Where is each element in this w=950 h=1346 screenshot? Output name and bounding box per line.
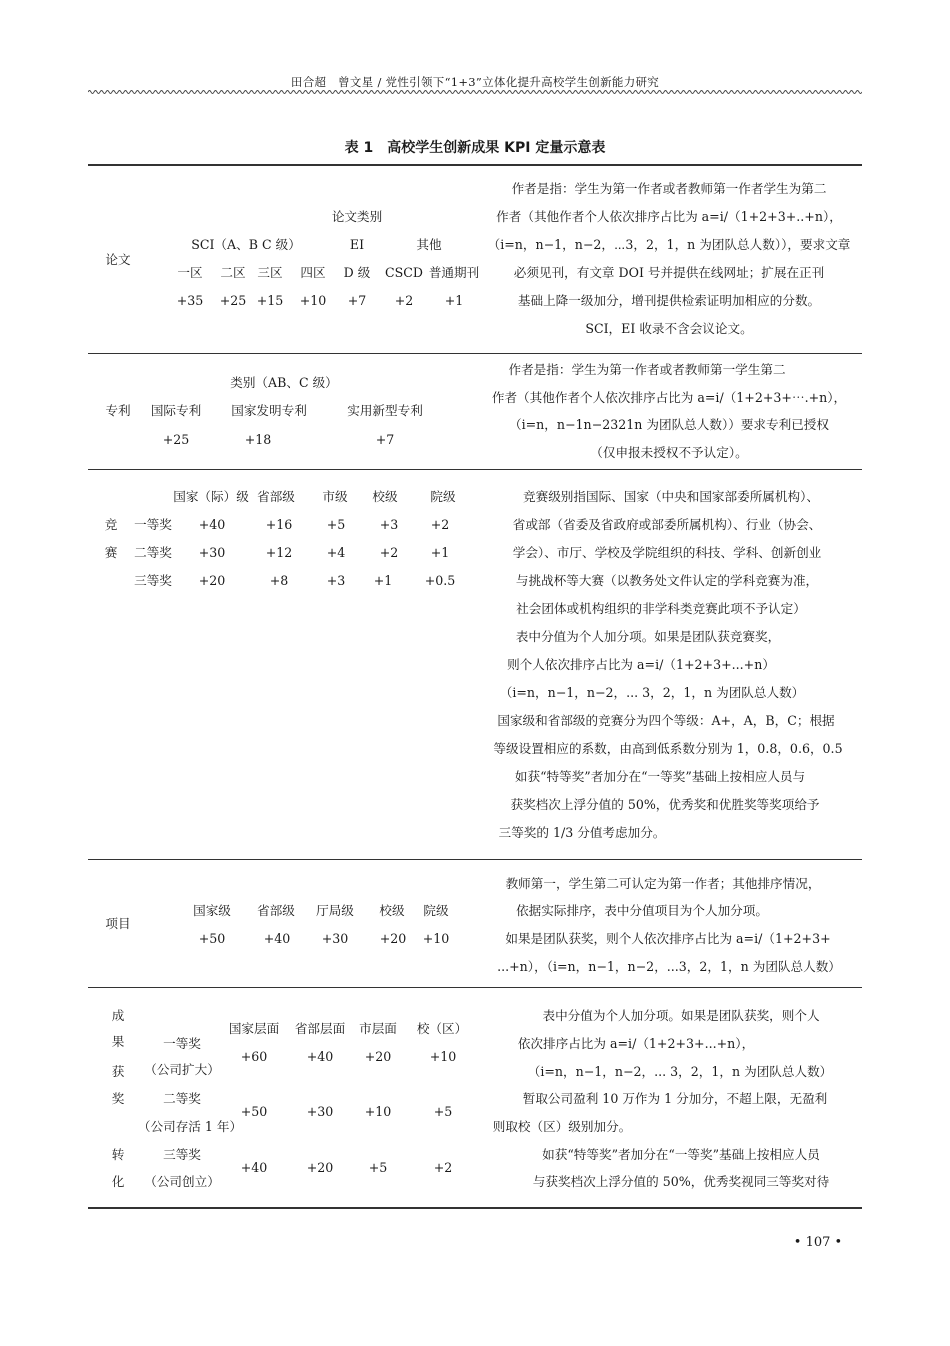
score-cell: +15 [256, 293, 284, 308]
row-label: 果 [111, 1034, 125, 1049]
note-line: 如获“特等奖”者加分在“一等奖”基础上按相应人员 [542, 1147, 820, 1162]
score-cell: +10 [429, 1049, 457, 1064]
prize-label: 二等奖 [134, 545, 172, 560]
table-bottom-rule [88, 1207, 862, 1209]
level-header: 国家（际）级 [173, 489, 249, 504]
note-line: （仅申报未授权不予认定）。 [590, 445, 748, 460]
note-line: 作者（其他作者个人依次排序占比为 a=i/（1+2+3+⋯.+n）， [491, 390, 847, 405]
score-cell: +16 [265, 517, 293, 532]
score-cell: +3 [326, 573, 346, 588]
row-divider-patent [88, 469, 862, 470]
note-line: 则取校（区）级别加分。 [492, 1119, 632, 1134]
row-label: 项目 [105, 916, 131, 931]
level-header: 校级 [372, 489, 398, 504]
score-cell: +5 [326, 517, 346, 532]
score-cell: +25 [162, 432, 190, 447]
score-cell: +12 [265, 545, 293, 560]
score-cell: +7 [347, 293, 367, 308]
row-label: 论文 [105, 252, 131, 267]
level-header: D 级 [343, 265, 371, 280]
prize-label: 二等奖 [163, 1091, 201, 1106]
score-cell: +2 [394, 293, 414, 308]
score-cell: +1 [373, 573, 393, 588]
level-header: 二区 [220, 265, 246, 280]
note-line: 与获奖档次上浮分值的 50%，优秀奖视同三等奖对待 [532, 1174, 830, 1189]
note-line: 作者是指：学生为第一作者或者教师第一学生第二 [508, 362, 786, 377]
note-line: （i=n，n−1n−2321n 为团队总人数））要求专利已授权 [509, 417, 829, 432]
note-line: 暂取公司盈利 10 万作为 1 分加分，不超上限，无盈利 [522, 1091, 828, 1106]
score-cell: +10 [299, 293, 327, 308]
score-cell: +2 [430, 517, 450, 532]
score-cell: +0.5 [424, 573, 456, 588]
note-line: （i=n，n−1，n−2，⋯3，2，1，n 为团队总人数）），要求文章 [487, 237, 851, 252]
prize-label: 三等奖 [134, 573, 172, 588]
prize-label: 一等奖 [163, 1036, 201, 1051]
score-cell: +20 [379, 931, 407, 946]
row-label: 获 [111, 1064, 125, 1079]
note-line: SCI，EI 收录不含会议论文。 [585, 321, 753, 336]
score-cell: +60 [240, 1049, 268, 1064]
prize-sublabel: （公司存活 1 年） [137, 1119, 243, 1134]
running-header: 田合超 曾文星 / 党性引领下“1+3”立体化提升高校学生创新能力研究 [290, 75, 660, 89]
score-cell: +30 [321, 931, 349, 946]
note-line: 与挑战杯等大赛（以教务处文件认定的学科竞赛为准， [515, 573, 819, 588]
score-cell: +30 [198, 545, 226, 560]
level-header: 市级 [322, 489, 348, 504]
note-line: （i=n，n−1，n−2，... 3，2，1，n 为团队总人数） [527, 1064, 833, 1079]
note-line: （i=n，n−1，n−2，... 3，2，1，n 为团队总人数） [499, 685, 805, 700]
score-cell: +25 [219, 293, 247, 308]
level-header: 国家级 [193, 903, 231, 918]
prize-sublabel: （公司创立） [144, 1174, 220, 1189]
category-header: 其他 [416, 237, 442, 252]
row-divider-paper [88, 353, 862, 354]
note-line: 作者是指：学生为第一作者或者教师第一作者学生为第二 [511, 181, 827, 196]
score-cell: +5 [368, 1160, 388, 1175]
row-label: 赛 [104, 545, 118, 560]
note-line: 社会团体或机构组织的非学科类竞赛此项不予认定） [516, 601, 806, 616]
note-line: ...+n），（i=n，n−1，n−2，...3，2，1，n 为团队总人数） [497, 959, 841, 974]
score-cell: +10 [422, 931, 450, 946]
level-header: 院级 [423, 903, 449, 918]
prize-label: 三等奖 [163, 1147, 201, 1162]
score-cell: +7 [375, 432, 395, 447]
note-line: 作者（其他作者个人依次排序占比为 a=i/（1+2+3+..+n）， [496, 209, 842, 224]
note-line: 获奖档次上浮分值的 50%，优秀奖和优胜奖等奖项给予 [510, 797, 820, 812]
score-cell: +35 [176, 293, 204, 308]
note-line: 等级设置相应的系数，由高到低系数分别为 1，0.8，0.6，0.5 [493, 741, 843, 756]
wavy-header-rule [88, 88, 862, 96]
row-label: 化 [111, 1174, 125, 1189]
level-header: 四区 [300, 265, 326, 280]
score-cell: +40 [240, 1160, 268, 1175]
row-label: 转 [111, 1147, 125, 1162]
score-cell: +5 [433, 1104, 453, 1119]
type-header: 实用新型专利 [347, 403, 423, 418]
score-cell: +20 [198, 573, 226, 588]
level-header: 国家层面 [228, 1021, 280, 1036]
score-cell: +50 [240, 1104, 268, 1119]
type-header: 国际专利 [150, 403, 202, 418]
level-header: 院级 [430, 489, 456, 504]
row-label: 专利 [105, 403, 131, 418]
row-label: 竞 [104, 517, 118, 532]
row-divider-competition [88, 859, 862, 860]
note-line: 必须见刊，有文章 DOI 号并提供在线网址；扩展在正刊 [513, 265, 825, 280]
note-line: 竞赛级别指国际、国家（中央和国家部委所属机构）、 [523, 489, 819, 504]
note-line: 表中分值为个人加分项。如果是团队获竞赛奖， [515, 629, 781, 644]
note-line: 依据实际排序，表中分值项目为个人加分项。 [516, 903, 768, 918]
row-label: 成 [111, 1008, 125, 1023]
prize-label: 一等奖 [134, 517, 172, 532]
note-line: 三等奖的 1/3 分值考虑加分。 [498, 825, 666, 840]
level-header: 校级 [379, 903, 405, 918]
score-cell: +40 [198, 517, 226, 532]
level-header: 省部层面 [294, 1021, 346, 1036]
score-cell: +8 [269, 573, 289, 588]
score-cell: +30 [306, 1104, 334, 1119]
level-header: 省部级 [257, 903, 295, 918]
note-line: 表中分值为个人加分项。如果是团队获奖，则个人 [542, 1008, 820, 1023]
category-header: EI [349, 237, 365, 252]
score-cell: +10 [364, 1104, 392, 1119]
note-line: 教师第一，学生第二可认定为第一作者；其他排序情况， [505, 876, 821, 891]
note-line: 依次排序占比为 a=i/（1+2+3+...+n）， [517, 1036, 755, 1051]
score-cell: +2 [379, 545, 399, 560]
score-cell: +40 [306, 1049, 334, 1064]
note-line: 如果是团队获奖，则个人依次排序占比为 a=i/（1+2+3+ [505, 931, 831, 946]
score-cell: +3 [379, 517, 399, 532]
score-cell: +40 [263, 931, 291, 946]
level-header: 校（区） [416, 1021, 468, 1036]
level-header: 厅局级 [316, 903, 354, 918]
score-cell: +4 [326, 545, 346, 560]
score-cell: +20 [306, 1160, 334, 1175]
prize-sublabel: （公司扩大） [144, 1062, 220, 1077]
group-title: 类别（AB、C 级） [230, 375, 338, 390]
level-header: 省部级 [257, 489, 295, 504]
level-header: CSCD [385, 265, 423, 280]
score-cell: +2 [433, 1160, 453, 1175]
row-divider-project [88, 987, 862, 988]
score-cell: +50 [198, 931, 226, 946]
note-line: 国家级和省部级的竞赛分为四个等级：A+，A，B，C；根据 [497, 713, 835, 728]
table-caption: 表 1 高校学生创新成果 KPI 定量示意表 [344, 140, 606, 156]
level-header: 一区 [177, 265, 203, 280]
note-line: 如获“特等奖”者加分在“一等奖”基础上按相应人员与 [514, 769, 806, 784]
level-header: 三区 [257, 265, 283, 280]
note-line: 基础上降一级加分，增刊提供检索证明加相应的分数。 [517, 293, 821, 308]
level-header: 普通期刊 [428, 265, 480, 280]
score-cell: +1 [444, 293, 464, 308]
type-header: 国家发明专利 [231, 403, 307, 418]
note-line: 学会）、市厅、学校及学院组织的科技、学科、创新创业 [512, 545, 822, 560]
note-line: 则个人依次排序占比为 a=i/（1+2+3+...+n） [507, 657, 775, 672]
group-title: 论文类别 [331, 209, 383, 224]
score-cell: +18 [244, 432, 272, 447]
row-label: 奖 [111, 1091, 125, 1106]
page-number: • 107 • [793, 1235, 843, 1250]
score-cell: +20 [364, 1049, 392, 1064]
note-line: 省或部（省委及省政府或部委所属机构）、行业（协会、 [512, 517, 822, 532]
score-cell: +1 [430, 545, 450, 560]
level-header: 市层面 [359, 1021, 397, 1036]
table-top-rule [88, 164, 862, 166]
category-header: SCI（A、B C 级） [191, 237, 301, 252]
